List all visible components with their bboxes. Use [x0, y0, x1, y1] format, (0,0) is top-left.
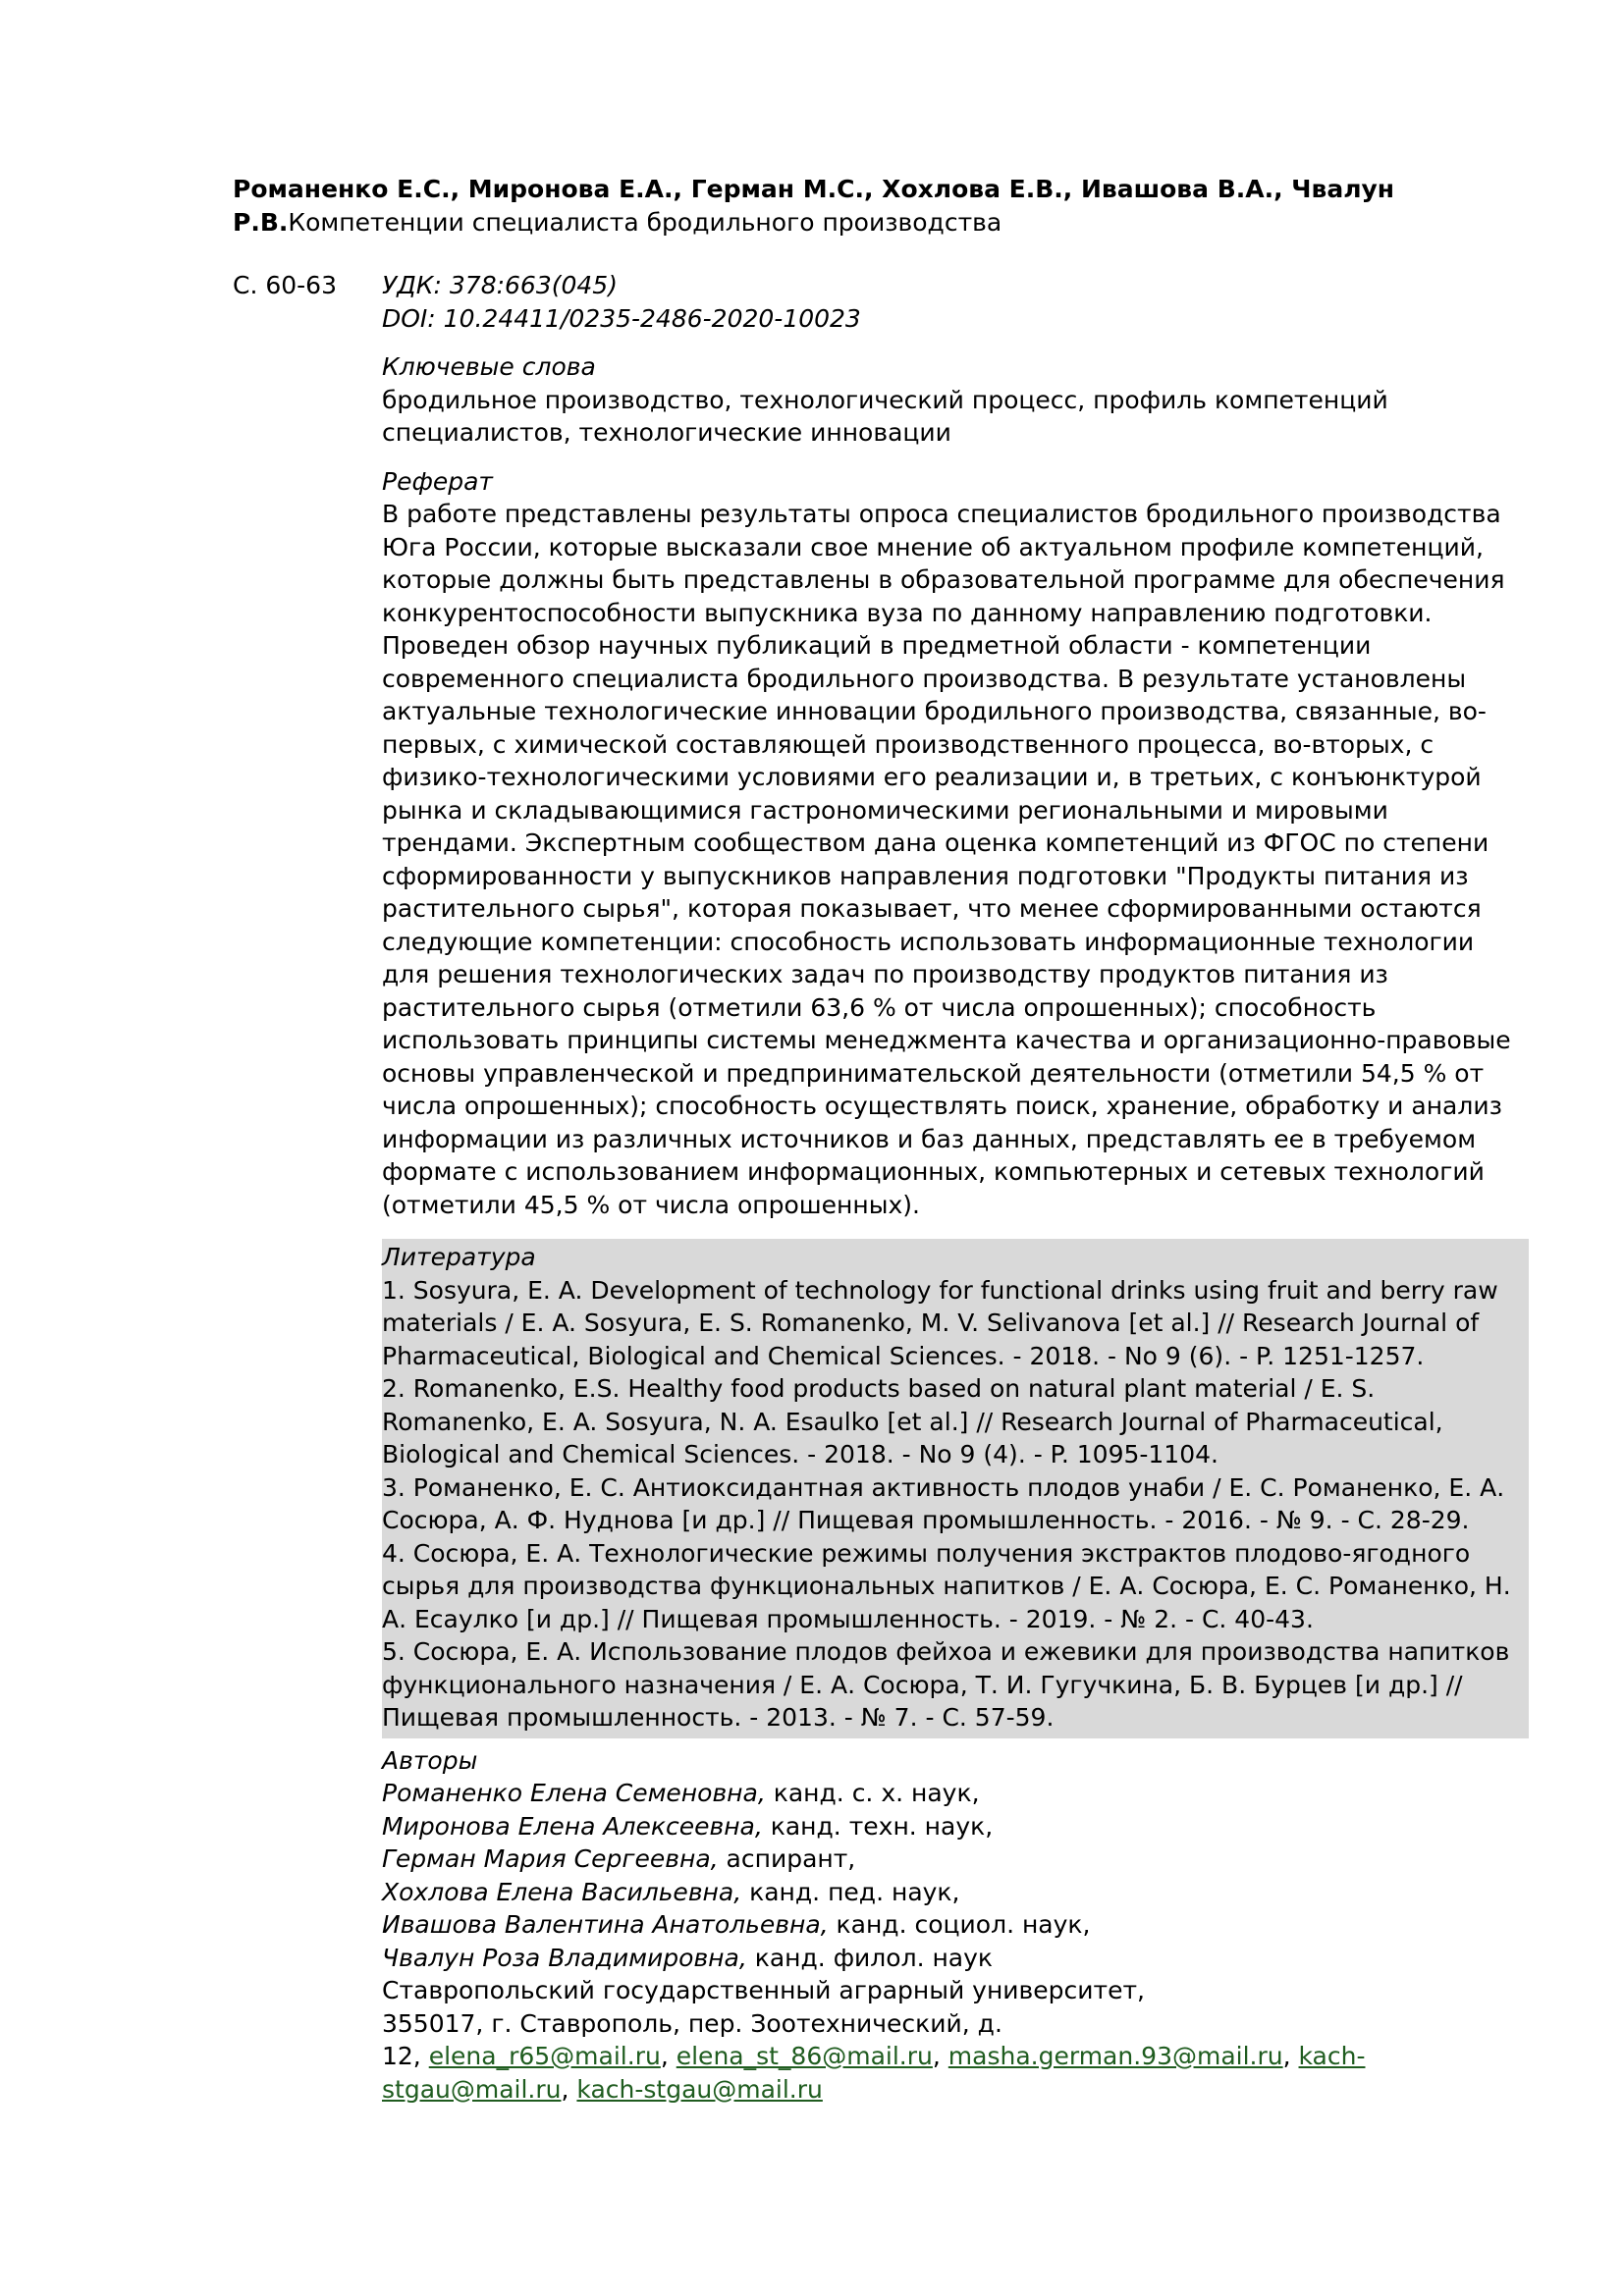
reference-item: 3. Романенко, Е. С. Антиоксидантная активность плодов унаби / Е. С. Романенко, Е. А. Сосюра, А. Ф. Нуднова [и др.] // Пищевая промышленность. - 2016. - № 9. - С. 28-29. [382, 1472, 1505, 1534]
author-entry [382, 1908, 1529, 1942]
abstract-text: В работе представлены результаты опроса специалистов бродильного производства Юга России, которые высказали свое мнение об актуальном профиле компетенций, которые должны быть представлены в образовательной программе для обеспечения конкурентоспособности выпускника вуза по данному направлению подготовки. Проведен обзор научных публикаций в предметной области - компетенции современного специалиста бродильного производства. В результате установлены актуальные технологические инновации бродильного производства, связанные, во-первых, с химической составляющей производственного процесса, во-вторых, с физико-технологическими условиями его реализации и, в третьих, с конъюнктурой рынка и складывающимися гастрономическими региональными и мировыми трендами. Экспертным сообществом дана оценка компетенций из ФГОС по степени сформированности у выпускников направления подготовки "Продукты питания из растительного сырья", которая показывает, что менее сформированными остаются следующие компетенции: способность использовать информационные технологии для решения технологических задач по производству продуктов питания из растительного сырья (отметили 63,6 % от числа опрошенных); способность использовать принципы системы менеджмента качества и организационно-правовые основы управленческой и предпринимательской деятельности (отметили 54,5 % от числа опрошенных); способность осуществлять поиск, хранение, обработку и анализ информации из различных источников и баз данных, представлять ее в требуемом формате с использованием информационных, компьютерных и сетевых технологий (отметили 45,5 % от числа опрошенных). [382, 500, 1511, 1219]
article-body [382, 269, 1529, 2106]
author-degree: канд. социол. наук, [828, 1910, 1091, 1939]
udc-code: УДК: 378:663(045) [382, 271, 618, 299]
reference-item: 4. Сосюра, Е. А. Технологические режимы получения экстрактов плодово-ягодного сырья для производства функциональных напитков / Е. А. Сосюра, Е. С. Романенко, Н. А. Есаулко [и др.] // Пищевая промышленность. - 2019. - № 2. - С. 40-43. [382, 1538, 1511, 1633]
author-name: Ивашова Валентина Анатольевна, [382, 1910, 829, 1939]
heading-authors: Романенко Е.С., Миронова Е.А., Герман М.С., Хохлова Е.В., Ивашова В.А., Чвалун Р.В. [233, 175, 1395, 237]
abstract-label: Реферат [382, 466, 493, 496]
author-entry [382, 1842, 1529, 1876]
article-heading [233, 173, 1529, 240]
identifiers [382, 269, 1529, 335]
page-range: С. 60-63 [233, 271, 337, 299]
author-name: Миронова Елена Алексеевна, [382, 1811, 763, 1841]
house-number: 12, [382, 2042, 429, 2070]
author-degree: канд. филол. наук [746, 1943, 994, 1972]
article-record [233, 173, 1529, 2106]
author-name: Герман Мария Сергеевна, [382, 1844, 719, 1873]
references-label: Литература [382, 1243, 536, 1271]
reference-item: 1. Sosyura, E. A. Development of technology for functional drinks using fruit and berry raw materials / E. A. Sosyura, E. S. Romanenko, M. V. Selivanova [et al.] // Research Journal of Pharmaceutical, Biological and Chemical Sciences. - 2018. - No 9 (6). - P. 1251-1257. [382, 1275, 1498, 1370]
author-degree: канд. пед. наук, [741, 1877, 960, 1906]
email-link[interactable]: elena_st_86@mail.ru [676, 2042, 933, 2070]
authors-section [382, 1744, 1529, 2107]
separator: , [932, 2042, 948, 2070]
separator: , [1282, 2042, 1299, 2070]
keywords-section [382, 350, 1529, 450]
address: 355017, г. Ставрополь, пер. Зоотехнический, д. [382, 2008, 1002, 2038]
author-entry [382, 1810, 1529, 1843]
article-meta [233, 269, 1529, 2106]
keywords-label: Ключевые слова [382, 352, 596, 381]
author-degree: аспирант, [718, 1844, 856, 1873]
email-link[interactable]: kach-stgau@mail.ru [382, 2042, 1366, 2104]
contacts [382, 2040, 1529, 2106]
abstract-section [382, 465, 1529, 1222]
separator: , [660, 2042, 677, 2070]
author-entry [382, 1876, 1529, 1909]
affiliation: Ставропольский государственный аграрный университет, [382, 1976, 1145, 2004]
article-title: Компетенции специалиста бродильного производства [288, 208, 1002, 237]
keywords-text: бродильное производство, технологический процесс, профиль компетенций специалистов, технологические инновации [382, 385, 1388, 447]
authors-label: Авторы [382, 1745, 478, 1775]
author-name: Хохлова Елена Васильевна, [382, 1877, 742, 1906]
email-link[interactable]: kach-stgau@mail.ru [576, 2074, 823, 2104]
author-entry [382, 1942, 1529, 1975]
author-degree: канд. техн. наук, [762, 1811, 994, 1841]
separator: , [561, 2074, 577, 2104]
references-section [382, 1239, 1529, 1738]
reference-item: 5. Сосюра, Е. А. Использование плодов фейхоа и ежевики для производства напитков функционального назначения / Е. А. Сосюра, Т. И. Гугучкина, Б. В. Бурцев [и др.] // Пищевая промышленность. - 2013. - № 7. - С. 57-59. [382, 1637, 1510, 1732]
reference-item: 2. Romanenko, E.S. Healthy food products based on natural plant material / E. S. Romanenko, E. A. Sosyura, N. A. Esaulko [et al.] // Research Journal of Pharmaceutical, Biological and Chemical Sciences. - 2018. - No 9 (4). - P. 1095-1104. [382, 1374, 1443, 1468]
author-degree: канд. с. х. наук, [765, 1779, 980, 1807]
email-link[interactable]: elena_r65@mail.ru [428, 2042, 661, 2070]
email-link[interactable]: masha.german.93@mail.ru [947, 2042, 1283, 2070]
author-name: Чвалун Роза Владимировна, [382, 1943, 747, 1972]
doi-code: DOI: 10.24411/0235-2486-2020-10023 [382, 303, 861, 333]
author-entry [382, 1777, 1529, 1810]
author-name: Романенко Елена Семеновна, [382, 1779, 766, 1807]
